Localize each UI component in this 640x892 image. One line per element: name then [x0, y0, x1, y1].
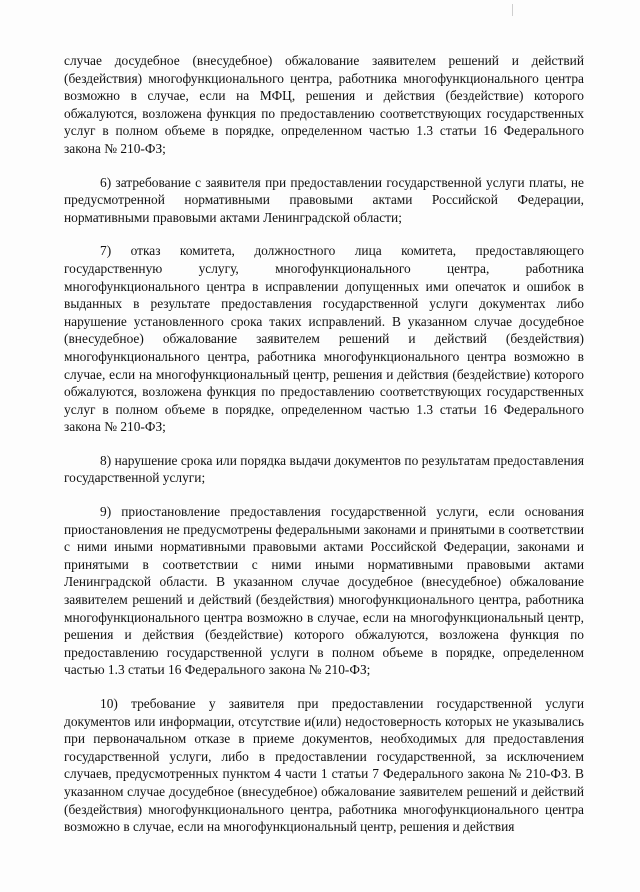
paragraph-item-10: 10) требование у заявителя при предоставлении государственной услуги документов или информации, отсутствие и(или) недостоверность которых не указывались при первоначальном отказе в приеме документов, необходимых для предоставления государственной услуги, либо в предоставлении государственной, за исключением случаев, предусмотренных пунктом 4 части 1 статьи 7 Федерального закона № 210-ФЗ. В указанном случае досудебное (внесудебное) обжалование заявителем решений и действий (бездействия) многофункционального центра, работника многофункционального центра возможно в случае, если на многофункциональный центр, решения и действия: [64, 696, 584, 835]
paragraph-item-8: 8) нарушение срока или порядка выдачи документов по результатам предоставления государственной услуги;: [64, 452, 584, 486]
paragraph-continuation: случае досудебное (внесудебное) обжалование заявителем решений и действий (бездействия) многофункционального центра, работника многофункционального центра возможно в случае, если на МФЦ, решения и действия (бездействие) которого обжалуются, возложена функция по предоставлению соответствующих государственных услуг в полном объеме в порядке, определенном частью 1.3 статьи 16 Федерального закона № 210-ФЗ;: [64, 53, 584, 156]
document-body: [64, 52, 584, 852]
paragraph-item-7: 7) отказ комитета, должностного лица комитета, предоставляющего государственную услугу, многофункционального центра, работника многофункционального центра в исправлении допущенных ими опечаток и ошибок в выданных в результате предоставления государственной услуги документах либо нарушение установленного срока таких исправлений. В указанном случае досудебное (внесудебное) обжалование заявителем решений и действий (бездействия) многофункционального центра, работника многофункционального центра возможно в случае, если на многофункциональный центр, решения и действия (бездействие) которого обжалуются, возложена функция по предоставлению соответствующих государственных услуг в полном объеме в порядке, определенном частью 1.3 статьи 16 Федерального закона № 210-ФЗ;: [64, 243, 584, 435]
paragraph-item-9: 9) приостановление предоставления государственной услуги, если основания приостановления не предусмотрены федеральными законами и принятыми в соответствии с ними иными нормативными правовыми актами Российской Федерации, законами и принятыми в соответствии с ними иными нормативными правовыми актами Ленинградской области. В указанном случае досудебное (внесудебное) обжалование заявителем решений и действий (бездействия) многофункционального центра, работника многофункционального центра возможно в случае, если на многофункциональный центр, решения и действия (бездействие) которого обжалуются, возложена функция по предоставлению государственной услуги в полном объеме в порядке, определенном частью 1.3 статьи 16 Федерального закона № 210-ФЗ;: [64, 504, 584, 678]
paragraph-item-6: 6) затребование с заявителя при предоставлении государственной услуги платы, не предусмотренной нормативными правовыми актами Российской Федерации, нормативными правовыми актами Ленинградской области;: [64, 174, 584, 225]
scan-mark: [512, 4, 513, 16]
